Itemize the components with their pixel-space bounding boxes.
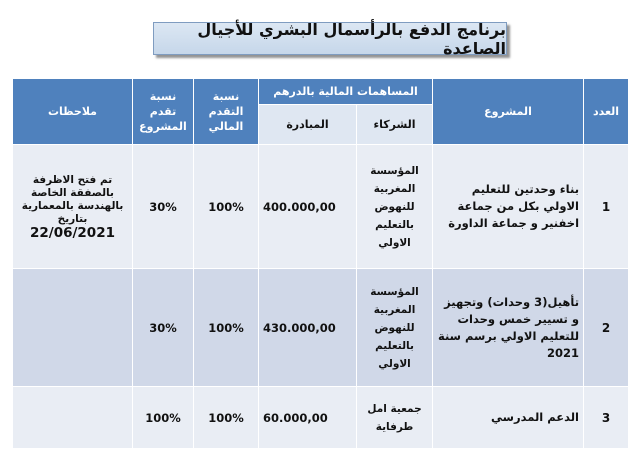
- row-number: 2: [584, 269, 629, 387]
- page-title: برنامج الدفع بالرأسمال البشري للأجيال الصاعدة: [153, 22, 507, 55]
- project-progress-value: 30%: [133, 145, 194, 269]
- header-initiative: المبادرة: [259, 105, 357, 145]
- header-financial-progress: نسبة التقدم المالي: [194, 79, 259, 145]
- header-notes: ملاحظات: [13, 79, 133, 145]
- header-number: العدد: [584, 79, 629, 145]
- project-name: تأهيل(3 وحدات) وتجهيز و تسيير خمس وحدات للتعليم الاولي برسم سنة 2021: [433, 269, 584, 387]
- financial-progress-value: 100%: [194, 387, 259, 449]
- project-name: الدعم المدرسي: [433, 387, 584, 449]
- project-progress-value: 30%: [133, 269, 194, 387]
- partner-name: جمعية امل طرفاية: [357, 387, 433, 449]
- notes-date: 22/06/2021: [29, 224, 115, 241]
- initiative-amount: 430.000,00: [259, 269, 357, 387]
- table-row: [13, 387, 629, 449]
- initiative-amount: 400.000,00: [259, 145, 357, 269]
- financial-progress-value: 100%: [194, 145, 259, 269]
- header-contributions: المساهمات المالية بالدرهم: [259, 79, 433, 105]
- header-project-progress: نسبة تقدم المشروع: [133, 79, 194, 145]
- initiative-amount: 60.000,00: [259, 387, 357, 449]
- header-project: المشروع: [433, 79, 584, 145]
- row-number: 3: [584, 387, 629, 449]
- financial-progress-value: 100%: [194, 269, 259, 387]
- row-number: 1: [584, 145, 629, 269]
- notes-cell: [13, 387, 133, 449]
- notes-cell: [13, 269, 133, 387]
- header-partners: الشركاء: [357, 105, 433, 145]
- notes-text: تم فتح الاظرفة بالصفقة الخاصة بالهندسة بالمعمارية بتاريخ: [21, 173, 124, 225]
- table-row: [13, 269, 629, 387]
- project-name: بناء وحدتين للتعليم الاولي بكل من جماعة اخفنير و جماعة الداورة: [433, 145, 584, 269]
- project-progress-value: 100%: [133, 387, 194, 449]
- projects-table: [12, 78, 629, 449]
- partner-name: المؤسسة المغربية للنهوض بالتعليم الاولي: [357, 145, 433, 269]
- partner-name: المؤسسة المغربية للنهوض بالتعليم الاولي: [357, 269, 433, 387]
- table-row: [13, 145, 629, 269]
- notes-cell: [13, 145, 133, 269]
